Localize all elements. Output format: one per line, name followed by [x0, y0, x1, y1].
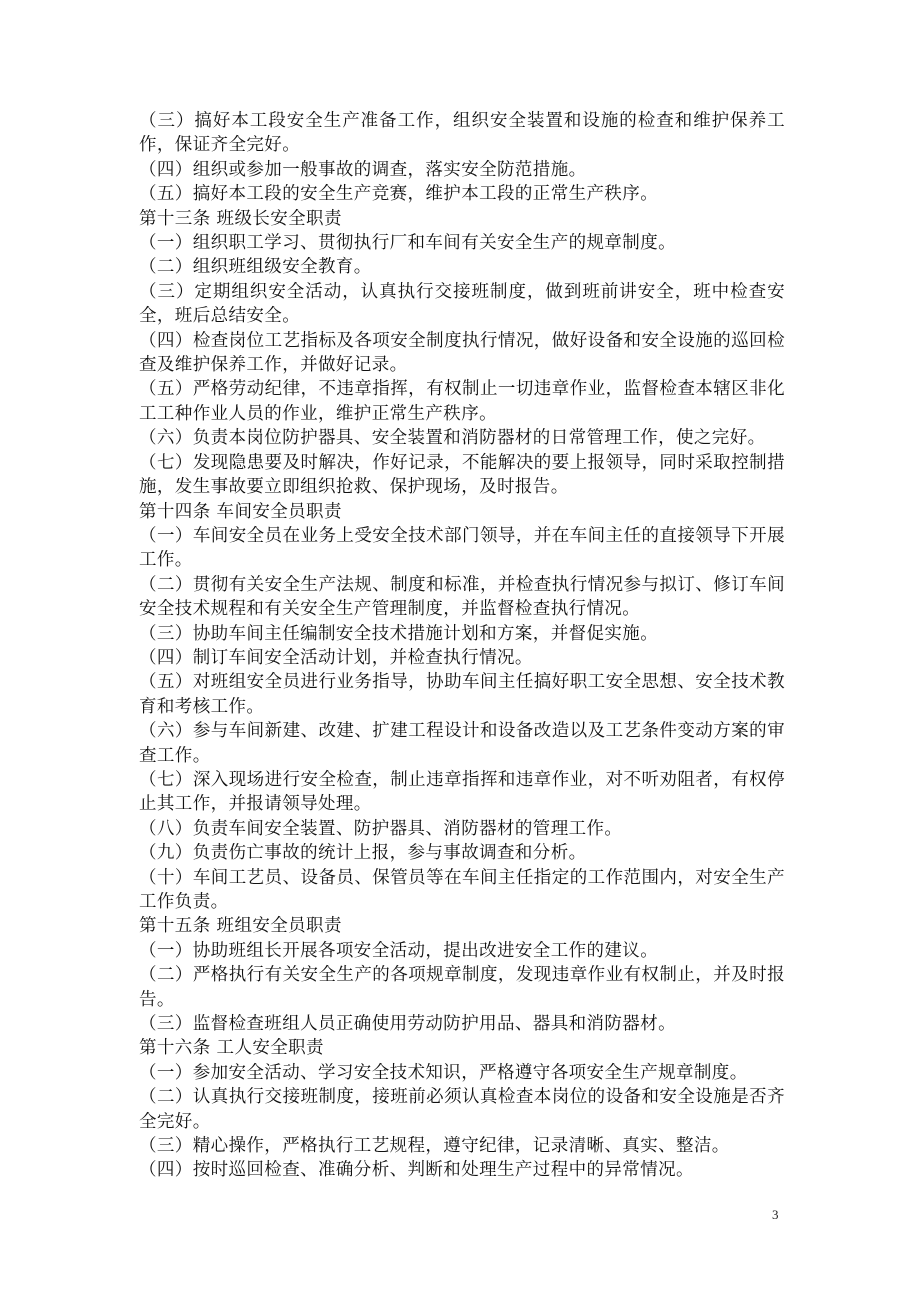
article-heading: 第十四条 车间安全员职责 [139, 501, 342, 522]
list-item: （二）认真执行交接班制度，接班前必须认真检查本岗位的设备和安全设施是否齐全完好。 [139, 1087, 785, 1132]
document-body [139, 109, 785, 1183]
list-item: （四）按时巡回检查、准确分析、判断和处理生产过程中的异常情况。 [139, 1160, 694, 1181]
list-item: （三）协助车间主任编制安全技术措施计划和方案，并督促实施。 [139, 623, 659, 644]
list-item: （六）参与车间新建、改建、扩建工程设计和设备改造以及工艺条件变动方案的审查工作。 [139, 721, 785, 766]
list-item: （四）组织或参加一般事故的调查，落实安全防范措施。 [139, 159, 587, 180]
list-item: （五）搞好本工段的安全生产竞赛，维护本工段的正常生产秩序。 [139, 184, 659, 205]
list-item: （三）定期组织安全活动，认真执行交接班制度，做到班前讲安全，班中检查安全，班后总结安全。 [139, 281, 785, 327]
list-item: （一）参加安全活动、学习安全技术知识，严格遵守各项安全生产规章制度。 [139, 1062, 748, 1083]
article-heading: 第十五条 班组安全员职责 [139, 916, 342, 937]
list-item: （一）车间安全员在业务上受安全技术部门领导，并在车间主任的直接领导下开展工作。 [139, 525, 785, 571]
article-heading: 第十三条 班级长安全职责 [139, 208, 342, 229]
article-heading: 第十六条 工人安全职责 [139, 1038, 324, 1059]
list-item: （七）发现隐患要及时解决，作好记录，不能解决的要上报领导，同时采取控制措施，发生事故要立即组织抢救、保护现场，及时报告。 [139, 452, 785, 498]
page-number: 3 [772, 1207, 779, 1222]
list-item: （一）组织职工学习、贯彻执行厂和车间有关安全生产的规章制度。 [139, 233, 676, 254]
list-item: （四）制订车间安全活动计划，并检查执行情况。 [139, 647, 533, 668]
list-item: （二）严格执行有关安全生产的各项规章制度，发现违章作业有权制止，并及时报告。 [139, 965, 785, 1010]
list-item: （五）严格劳动纪律，不违章指挥，有权制止一切违章作业，监督检查本辖区非化工工种作业人员的作业，维护正常生产秩序。 [139, 379, 785, 424]
list-item: （八）负责车间安全装置、防护器具、消防器材的管理工作。 [139, 818, 623, 839]
list-item: （六）负责本岗位防护器具、安全装置和消防器材的日常管理工作，使之完好。 [139, 428, 766, 449]
list-item: （四）检查岗位工艺指标及各项安全制度执行情况，做好设备和安全设施的巡回检查及维护保养工作，并做好记录。 [139, 330, 785, 376]
list-item: （二）贯彻有关安全生产法规、制度和标准，并检查执行情况参与拟订、修订车间安全技术规程和有关安全生产管理制度，并监督检查执行情况。 [139, 574, 785, 620]
list-item: （二）组织班组级安全教育。 [139, 257, 372, 278]
list-item: （五）对班组安全员进行业务指导，协助车间主任搞好职工安全思想、安全技术教育和考核工作。 [139, 672, 785, 717]
list-item: （十）车间工艺员、设备员、保管员等在车间主任指定的工作范围内，对安全生产工作负责。 [139, 867, 785, 912]
list-item: （三）监督检查班组人员正确使用劳动防护用品、器具和消防器材。 [139, 1014, 676, 1035]
list-item: （一）协助班组长开展各项安全活动，提出改进安全工作的建议。 [139, 940, 659, 961]
list-item: （三）搞好本工段安全生产准备工作，组织安全装置和设施的检查和维护保养工作，保证齐全完好。 [139, 111, 785, 156]
list-item: （三）精心操作，严格执行工艺规程，遵守纪律，记录清晰、真实、整洁。 [139, 1136, 730, 1157]
list-item: （七）深入现场进行安全检查，制止违章指挥和违章作业，对不听劝阻者，有权停止其工作，并报请领导处理。 [139, 769, 785, 815]
list-item: （九）负责伤亡事故的统计上报，参与事故调查和分析。 [139, 843, 587, 864]
